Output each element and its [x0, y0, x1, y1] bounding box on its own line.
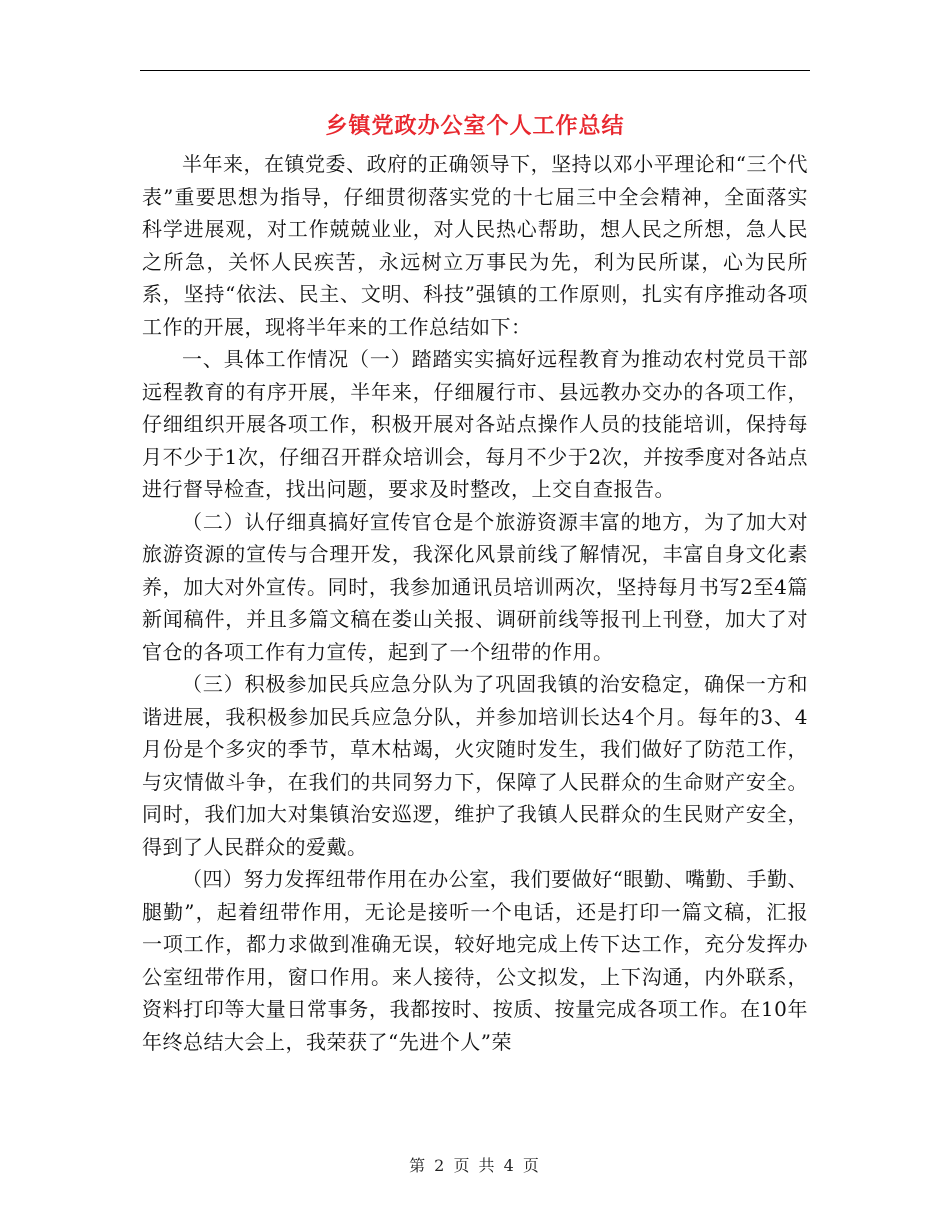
document-body: [142, 148, 808, 1058]
paragraph-section-3: （三）积极参加民兵应急分队为了巩固我镇的治安稳定，确保一方和谐进展，我积极参加民兵应急分队，并参加培训长达4个月。每年的3、4月份是个多灾的季节，草木枯竭，火灾随时发生，我们做好了防范工作，与灾情做斗争，在我们的共同努力下，保障了人民群众的生命财产安全。同时，我们加大对集镇治安巡逻，维护了我镇人民群众的生民财产安全，得到了人民群众的爱戴。: [142, 672, 808, 859]
paragraph-section-4: （四）努力发挥纽带作用在办公室，我们要做好“眼勤、嘴勤、手勤、腿勤”，起着纽带作用，无论是接听一个电话，还是打印一篇文稿，汇报一项工作，都力求做到准确无误，较好地完成上传下达工作，充分发挥办公室纽带作用，窗口作用。来人接待，公文拟发，上下沟通，内外联系，资料打印等大量日常事务，我都按时、按质、按量完成各项工作。在10年年终总结大会上，我荣获了“先进个人”荣: [142, 867, 808, 1054]
paragraph-section-1: 一、具体工作情况（一）踏踏实实搞好远程教育为推动农村党员干部远程教育的有序开展，半年来，仔细履行市、县远教办交办的各项工作，仔细组织开展各项工作，积极开展对各站点操作人员的技能培训，保持每月不少于1次，仔细召开群众培训会，每月不少于2次，并按季度对各站点进行督导检查，找出问题，要求及时整改，上交自查报告。: [142, 347, 808, 501]
document-title: 乡镇党政办公室个人工作总结: [325, 113, 625, 139]
header-rule: [140, 70, 810, 71]
paragraph-intro: 半年来，在镇党委、政府的正确领导下，坚持以邓小平理论和“三个代表”重要思想为指导，仔细贯彻落实党的十七届三中全会精神，全面落实科学进展观，对工作兢兢业业，对人民热心帮助，想人民之所想，急人民之所急，关怀人民疾苦，永远树立万事民为先，利为民所谋，心为民所系，坚持“依法、民主、文明、科技”强镇的工作原则，扎实有序推动各项工作的开展，现将半年来的工作总结如下：: [142, 152, 808, 339]
page-number-footer: 第 2 页 共 4 页: [409, 1156, 541, 1175]
paragraph-section-2: （二）认仔细真搞好宣传官仓是个旅游资源丰富的地方，为了加大对旅游资源的宣传与合理开发，我深化风景前线了解情况，丰富自身文化素养，加大对外宣传。同时，我参加通讯员培训两次，坚持每月书写2至4篇新闻稿件，并且多篇文稿在娄山关报、调研前线等报刊上刊登，加大了对官仓的各项工作有力宣传，起到了一个纽带的作用。: [142, 509, 808, 664]
